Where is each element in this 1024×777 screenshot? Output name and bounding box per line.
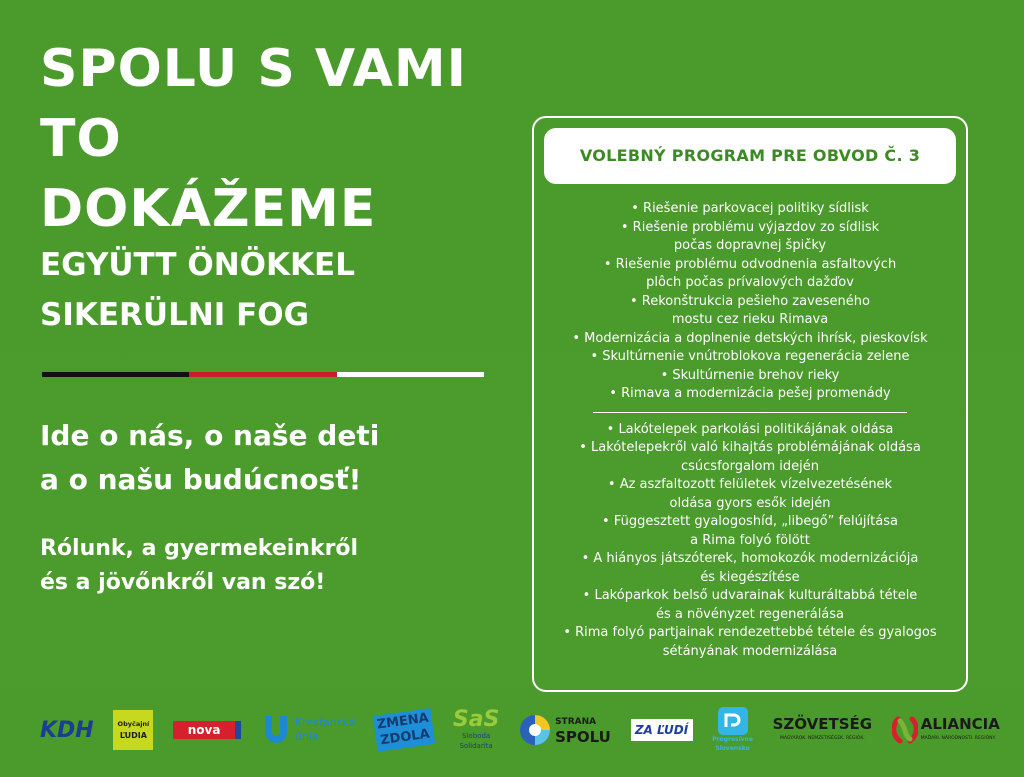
divider-black — [42, 372, 189, 377]
program-item-sk: • Modernizácia a doplnenie detských ihrísk, pieskovísk — [572, 330, 928, 346]
kdh-logo: KDH — [40, 717, 94, 743]
program-item-hu: a Rima folyó fölött — [690, 532, 810, 548]
program-item-hu: • A hiányos játszóterek, homokozók modernizációja — [581, 551, 919, 566]
aliancia-knot-icon — [892, 715, 918, 745]
krestanska-unia-icon — [261, 714, 291, 746]
sas-logo: SaS Sloboda Solidarita — [452, 707, 500, 750]
headline — [40, 34, 510, 244]
obycajni-ludia-logo: Obyčajní ĽUDIA — [113, 710, 153, 750]
strana-spolu-logo: STRANA SPOLU — [519, 714, 611, 746]
program-item-hu: oldása gyors esők idején — [669, 495, 831, 511]
nova-logo: nova — [173, 721, 241, 739]
program-item-sk: • Rekonštrukcia pešieho zaveseného — [630, 293, 870, 309]
party-logos — [40, 700, 1000, 760]
ps-icon — [718, 707, 748, 735]
szovetseg-logo: SZÖVETSÉG MAGYAROK. NEMZETISÉGEK. RÉGIÓK. — [772, 715, 873, 741]
program-item-sk: • Riešenie problému odvodnenia asfaltových — [603, 256, 897, 272]
program-box — [532, 116, 968, 692]
program-item-hu: • Lakótelepekről való kihajtás problémájának oldása — [579, 440, 921, 455]
sub-headline — [40, 240, 510, 340]
headline-line-2: DOKÁŽEME — [40, 179, 377, 239]
spolu-circle-icon — [519, 714, 551, 746]
divider-white — [337, 372, 484, 377]
program-item-sk: • Skultúrnenie brehov rieky — [660, 367, 840, 383]
tagline-hungarian — [40, 532, 520, 600]
program-item-sk: počas dopravnej špičky — [673, 238, 827, 253]
headline-line-1: SPOLU S VAMI TO — [40, 39, 467, 169]
program-item-hu: • Rima folyó partjainak rendezettebbé tétele és gyalogos — [563, 625, 937, 640]
program-item-sk: • Riešenie parkovacej politiky sídlisk — [631, 201, 869, 216]
progresivne-slovensko-logo: Progresívne Slovensko — [712, 707, 753, 753]
program-item-sk: • Riešenie problému výjazdov zo sídlisk — [620, 219, 880, 235]
program-item-hu: • Lakótelepek parkolási politikájának oldása — [606, 421, 894, 437]
program-item-sk: plôch počas prívalových dažďov — [646, 275, 854, 290]
program-item-hu: • Lakóparkok belső udvarainak kulturáltabbá tétele — [582, 588, 918, 603]
program-list — [544, 200, 956, 661]
tagline-slovak-line-2: a o našu budúcnosť! — [40, 463, 362, 496]
sub-headline-line-1: EGYÜTT ÖNÖKKEL — [40, 247, 355, 283]
program-item-hu: sétányának modernizálása — [662, 643, 838, 659]
program-item-hu: • Függesztett gyalogoshíd, „libegő” felújítása — [602, 514, 898, 529]
program-item-sk: mostu cez rieku Rimava — [671, 312, 829, 327]
program-item-hu: csúcsforgalom idején — [680, 458, 820, 474]
zmena-zdola-logo: ZMENA ZDOLA — [373, 708, 435, 752]
tagline-slovak-line-1: Ide o nás, o naše deti — [40, 419, 380, 452]
program-item-sk: • Skultúrnenie vnútroblokova regenerácia zelene — [590, 349, 910, 364]
tagline-hungarian-line-1: Rólunk, a gyermekeinkről — [40, 536, 359, 561]
divider-red — [189, 372, 336, 377]
krestanska-unia-logo: Kresťanská únia — [261, 714, 356, 746]
aliancia-logo: ALIANCIA MAĎARI. NÁRODNOSTI. REGIÓNY. — [892, 715, 1000, 745]
program-item-sk: • Rimava a modernizácia pešej promenády — [609, 386, 891, 401]
program-separator — [593, 412, 907, 413]
tricolor-divider — [42, 372, 484, 377]
sub-headline-line-2: SIKERÜLNI FOG — [40, 297, 310, 333]
za-ludi-logo: ZA ĽUDÍ — [631, 719, 693, 741]
program-item-hu: és kiegészítése — [700, 569, 800, 585]
program-item-hu: • Az aszfaltozott felületek vízelvezetésének — [607, 477, 893, 492]
program-item-hu: és a növényzet regenerálása — [655, 606, 845, 622]
tagline-slovak — [40, 414, 520, 502]
tagline-hungarian-line-2: és a jövőnkről van szó! — [40, 570, 326, 595]
program-title: VOLEBNÝ PROGRAM PRE OBVOD Č. 3 — [544, 128, 956, 184]
